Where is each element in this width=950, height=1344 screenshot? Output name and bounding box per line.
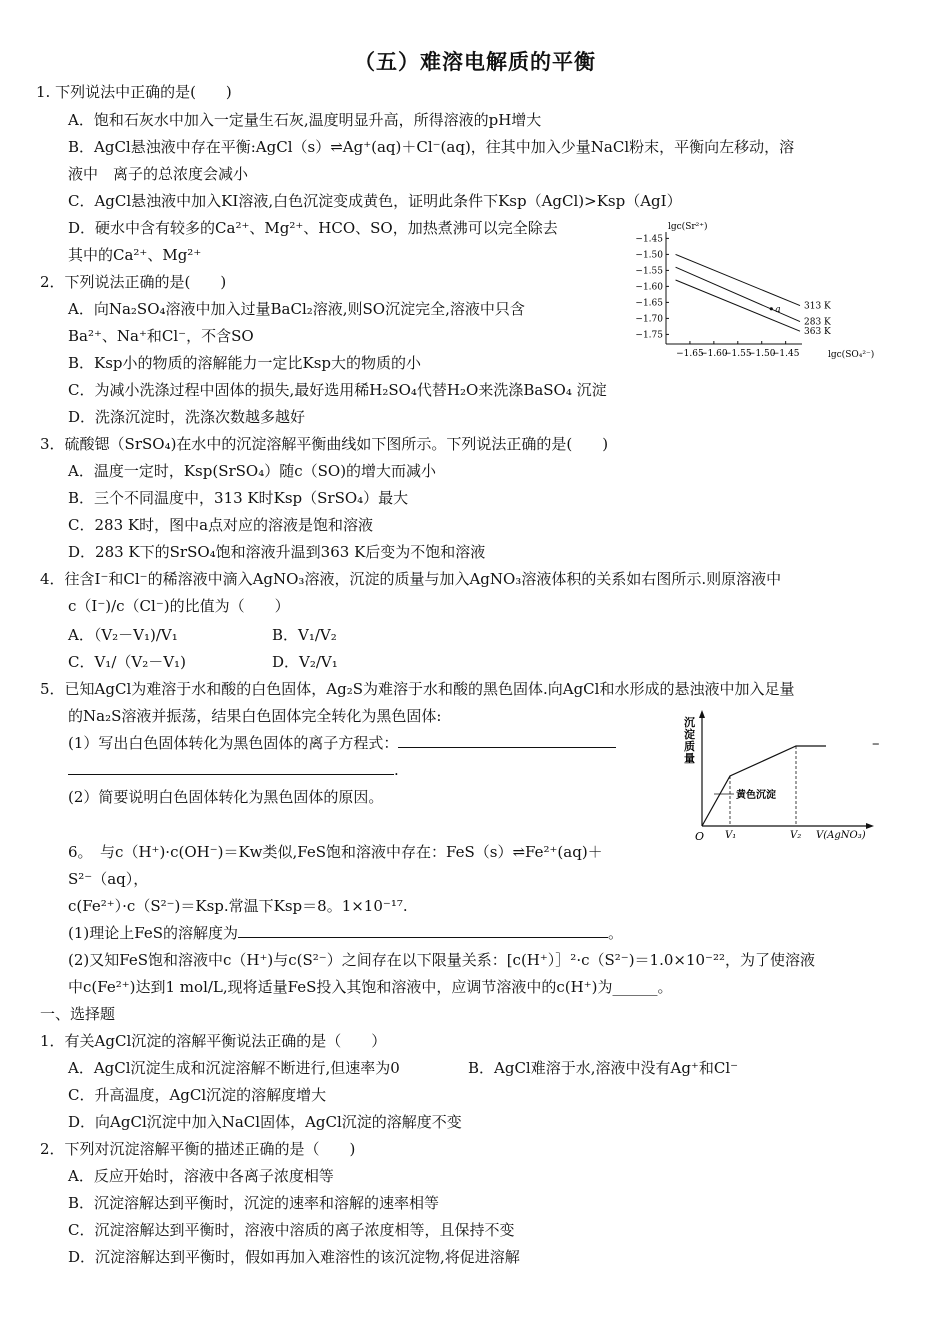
- y-axis-label: lgc(Sr²⁺): [668, 222, 708, 232]
- y-tick-label: −1.55: [635, 266, 663, 277]
- y-tick-label: −1.75: [635, 330, 663, 341]
- q2-option-d: D．洗涤沉淀时，洗涤次数越多越好: [68, 408, 306, 426]
- s1-option-c: C．升高温度，AgCl沉淀的溶解度增大: [68, 1086, 327, 1104]
- s1-option-a: A．AgCl沉淀生成和沉淀溶解不断进行,但速率为0: [68, 1059, 400, 1077]
- section-heading: 一、选择题: [40, 1005, 116, 1023]
- q6-part-2-cont: 中c(Fe²⁺)达到1 mol/L,现将适量FeS投入其饱和溶液中，应调节溶液中的c(H⁺)为______。: [68, 978, 673, 996]
- q1-option-d: D．硬水中含有较多的Ca²⁺、Mg²⁺、HCO、SO，加热煮沸可以完全除去: [68, 219, 558, 237]
- series-label: 313 K: [804, 301, 831, 312]
- x-tick-label: −1.65: [676, 349, 704, 359]
- q2-option-a-cont: Ba²⁺、Na⁺和Cl⁻，不含SO: [68, 327, 254, 345]
- x-mark-v2: V₂: [790, 830, 802, 841]
- q6-stem-cont: S²⁻（aq），: [68, 870, 149, 888]
- q5-part-1: [68, 733, 616, 753]
- answer-blank[interactable]: [398, 733, 616, 748]
- q4-stem: 4．往含I⁻和Cl⁻的稀溶液中滴入AgNO₃溶液，沉淀的质量与加入AgNO₃溶液体积的关系如右图所示.则原溶液中: [40, 570, 782, 588]
- s2-option-a: A．反应开始时，溶液中各离子浓度相等: [68, 1167, 334, 1185]
- q1-option-a: A．饱和石灰水中加入一定量生石灰,温度明显升高，所得溶液的pH增大: [68, 111, 542, 129]
- q1-option-c: C．AgCl悬浊液中加入KI溶液,白色沉淀变成黄色，证明此条件下Ksp（AgCl)>Ksp（AgI）: [68, 192, 682, 210]
- q2-stem: 2．下列说法正确的是( ): [40, 273, 227, 291]
- q5-stem: 5．已知AgCl为难溶于水和酸的白色固体，Ag₂S为难溶于水和酸的黑色固体.向AgCl和水形成的悬浊液中加入足量: [40, 680, 795, 698]
- s2-stem: 2．下列对沉淀溶解平衡的描述正确的是（ ): [40, 1140, 356, 1158]
- q2-option-c: C．为减小洗涤过程中固体的损失,最好选用稀H₂SO₄代替H₂O来洗涤BaSO₄ 沉淀: [68, 381, 607, 399]
- s1-option-d: D．向AgCl沉淀中加入NaCl固体，AgCl沉淀的溶解度不变: [68, 1113, 462, 1131]
- answer-blank[interactable]: [68, 760, 394, 775]
- q4-stem-cont: c（I⁻)/c（Cl⁻)的比值为（ ）: [68, 597, 290, 615]
- x-axis-arrow: [866, 823, 874, 829]
- x-axis-label: lgc(SO₄²⁻): [828, 350, 875, 360]
- dash-mark: –: [872, 734, 880, 752]
- q3-stem: 3．硫酸锶（SrSO₄)在水中的沉淀溶解平衡曲线如下图所示。下列说法正确的是( ): [40, 435, 609, 453]
- y-axis-label-char: 量: [684, 752, 695, 765]
- s1-option-b: B．AgCl难溶于水,溶液中没有Ag⁺和Cl⁻: [468, 1059, 739, 1077]
- y-axis-label-char: 淀: [684, 728, 695, 741]
- q1-option-b-cont: 液中 离子的总浓度会减小: [68, 165, 249, 183]
- q3-option-d: D．283 K下的SrSO₄饱和溶液升温到363 K后变为不饱和溶液: [68, 543, 486, 561]
- y-axis-label: [684, 715, 695, 765]
- q4-option-a: A．（V₂－V₁)/V₁: [68, 626, 178, 644]
- s2-option-c: C．沉淀溶解达到平衡时，溶液中溶质的离子浓度相等，且保持不变: [68, 1221, 515, 1239]
- precipitate-mass-chart: [680, 708, 880, 848]
- q1-option-d-cont: 其中的Ca²⁺、Mg²⁺: [68, 246, 202, 264]
- y-tick-label: −1.45: [635, 234, 663, 245]
- series-line: [676, 254, 800, 305]
- q5-part-1-cont: .: [68, 760, 399, 780]
- q5-stem-cont: 的Na₂S溶液并振荡，结果白色固体完全转化为黑色固体:: [68, 707, 442, 725]
- point-a: [770, 307, 773, 310]
- x-tick-label: −1.45: [771, 349, 800, 359]
- q3-option-b: B．三个不同温度中，313 K时Ksp（SrSO₄）最大: [68, 489, 409, 507]
- page-title: （五）难溶电解质的平衡: [354, 50, 596, 74]
- srso4-equilibrium-chart: [628, 218, 880, 366]
- q6-stem: 6。 与c（H⁺)·c(OH⁻)＝Kw类似,FeS饱和溶液中存在：FeS（s）⇌Fe²⁺(aq)＋: [68, 843, 603, 861]
- q6-part-1: (1)理论上FeS的溶解度为 。: [68, 924, 624, 942]
- x-tick-label: −1.50: [747, 349, 776, 359]
- s2-option-d: D．沉淀溶解达到平衡时，假如再加入难溶性的该沉淀物,将促进溶解: [68, 1248, 520, 1266]
- x-tick-label: −1.55: [723, 349, 752, 359]
- y-tick-label: −1.60: [635, 282, 663, 293]
- mass-curve: [702, 746, 826, 826]
- point-a-label: a: [775, 304, 781, 315]
- q3-option-a: A．温度一定时，Ksp(SrSO₄）随c（SO)的增大而减小: [68, 462, 437, 480]
- q1-stem: 1. 下列说法中正确的是( ): [36, 83, 232, 101]
- q1-option-b: B．AgCl悬浊液中存在平衡:AgCl（s）⇌Ag⁺(aq)＋Cl⁻(aq)，往其中加入少量NaCl粉末，平衡向左移动，溶: [68, 138, 795, 156]
- series-line: [676, 267, 800, 321]
- x-mark-v1: V₁: [725, 830, 737, 841]
- q4-option-c: C．V₁/（V₂－V₁): [68, 653, 186, 671]
- y-tick-label: −1.65: [635, 298, 663, 309]
- q2-option-b: B．Ksp小的物质的溶解能力一定比Ksp大的物质的小: [68, 354, 422, 372]
- s1-stem: 1．有关AgCl沉淀的溶解平衡说法正确的是（ ）: [40, 1032, 387, 1050]
- q4-option-b: B．V₁/V₂: [272, 626, 337, 644]
- s2-option-b: B．沉淀溶解达到平衡时，沉淀的速率和溶解的速率相等: [68, 1194, 440, 1212]
- origin-label: O: [695, 830, 705, 843]
- y-tick-label: −1.50: [635, 250, 663, 261]
- x-axis-label: V(AgNO₃): [816, 830, 866, 841]
- y-axis-arrow: [699, 710, 705, 718]
- answer-blank[interactable]: [238, 923, 608, 938]
- q2-option-a: A．向Na₂SO₄溶液中加入过量BaCl₂溶液,则SO沉淀完全,溶液中只含: [68, 300, 525, 318]
- series-label: 363 K: [804, 327, 831, 338]
- q6-ksp-line: c(Fe²⁺）·c（S²⁻)＝Ksp.常温下Ksp＝8。1×10⁻¹⁷.: [68, 897, 408, 915]
- q5-part-1-text: (1）写出白色固体转化为黑色固体的离子方程式：: [68, 734, 399, 752]
- q5-part-2: (2）简要说明白色固体转化为黑色固体的原因。: [68, 788, 384, 806]
- x-tick-label: −1.60: [700, 349, 728, 359]
- q6-part-2: (2)又知FeS饱和溶液中c（H⁺)与c(S²⁻）之间存在以下限量关系：[c(H⁺）］²·c（S²⁻)＝1.0×10⁻²²，为了使溶液: [68, 951, 816, 969]
- series-line: [676, 280, 800, 331]
- q4-option-d: D．V₂/V₁: [272, 653, 338, 671]
- annotation-label: 黄色沉淀: [736, 790, 776, 801]
- y-axis-label-char: 质: [684, 740, 695, 753]
- series-label: 283 K: [804, 317, 831, 328]
- q6-part-1-text: (1)理论上FeS的溶解度为: [68, 924, 238, 942]
- y-axis-label-char: 沉: [684, 716, 695, 729]
- q3-option-c: C．283 K时，图中a点对应的溶液是饱和溶液: [68, 516, 374, 534]
- y-tick-label: −1.70: [635, 314, 663, 325]
